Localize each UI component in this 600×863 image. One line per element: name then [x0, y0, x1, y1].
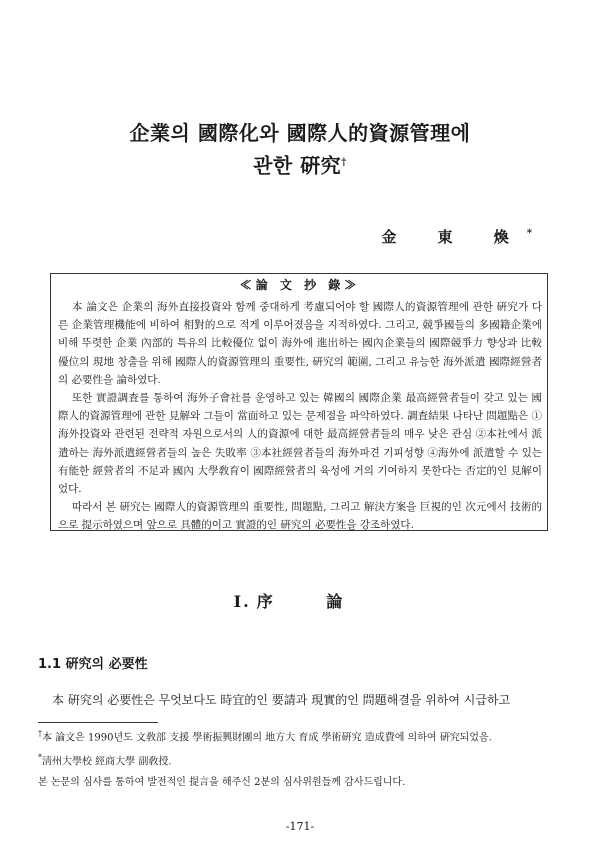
- footnote-3-text: 본 논문의 심사를 통하여 발전적인 提言을 해주신 2분의 심사위원들께 감사드립니다.: [38, 776, 406, 788]
- paper-title: [60, 118, 540, 181]
- author-name: 金 東 煥: [381, 228, 527, 246]
- abstract-text: [58, 298, 542, 535]
- footnote-divider: [38, 722, 158, 723]
- abstract-paragraph-2: 또한 實證調査를 통하여 海外子會社를 운영하고 있는 韓國의 國際企業 最高經營者들이 갖고 있는 國際人的資源管理에 관한 見解와 그들이 當面하고 있는 문제점을 파악하였다. 調査結果 나타난 問題點은 ①海外投資와 관련된 전략적 자원으로서의 人的資源에 대한 最高經營者들의 매우 낮은 관심 ②本社에서 派遣하는 海外派遣經營者들의 높은 失敗率 ③本社經營者들의 海外파견 기피성향 ④海外에 派遣할 수 있는 有能한 經營者의 不足과 國內 大學敎育이 國際經營者의 육성에 거의 기여하지 못한다는 否定的인 見解이었다.: [58, 392, 542, 496]
- author-footnote-marker: *: [526, 228, 532, 239]
- body-paragraph: 本 硏究의 必要性은 무엇보다도 時宜的인 要請과 現實的인 問題해결을 위하여 시급하고: [52, 693, 511, 707]
- section-heading: [0, 589, 600, 612]
- footnote-2-marker: *: [38, 753, 42, 763]
- title-line-2-text: 관한 硏究: [253, 153, 342, 178]
- title-footnote-marker: †: [341, 157, 347, 168]
- title-line-1: 企業의 國際化와 國際人的資源管理에: [129, 121, 471, 145]
- section-number: Ⅰ.: [233, 592, 251, 611]
- author-line: [381, 226, 532, 247]
- footnote-3: [38, 775, 558, 791]
- footnote-1: [38, 726, 558, 746]
- abstract-paragraph-3: 따라서 본 硏究는 國際人的資源管理의 重要性, 問題點, 그리고 解決方案을 巨視的인 次元에서 技術的으로 提示하였으며 앞으로 具體的이고 實證的인 硏究의 必要性을 강조하였다.: [58, 501, 542, 532]
- title-line-2: [60, 148, 540, 181]
- footnotes: [38, 726, 558, 795]
- footnote-1-marker: †: [38, 729, 42, 738]
- abstract-paragraph-1: 本 論文은 企業의 海外直接投資와 함께 중대하게 考慮되어야 할 國際人的資源管理에 관한 硏究가 다른 企業管理機能에 비하여 相對的으로 적게 이루어졌음을 지적하였다. 그리고, 競爭國들의 多國籍企業에 비해 뚜렷한 企業 內部的 특유의 比較優位 없이 海外에 進出하는 國內企業들의 國際競爭力 향상과 比較優位의 現地 창출을 위해 國際人的資源管理의 重要性, 硏究의 範圍, 그리고 유능한 海外派遣 國際經營者의 必要性을 論하였다.: [58, 301, 542, 386]
- section-name: 序 論: [256, 592, 367, 611]
- footnote-2-text: 淸州大學校 經商大學 副敎授.: [42, 756, 172, 768]
- footnote-2: [38, 750, 558, 770]
- abstract-heading: ≪論 文 抄 錄≫: [239, 278, 361, 292]
- footnote-1-text: 本 論文은 1990년도 文敎部 支援 學術振興財團의 地方大 育成 學術硏究 造成費에 의하여 硏究되었음.: [42, 732, 492, 744]
- page-number: -171-: [285, 820, 315, 833]
- subsection-heading: 1.1 硏究의 必要性: [38, 657, 148, 672]
